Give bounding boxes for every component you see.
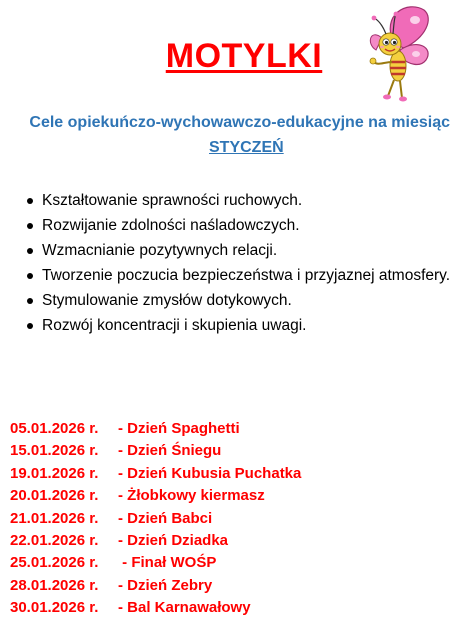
- goals-heading-text: Cele opiekuńczo-wychowawczo-edukacyjne na miesiąc: [29, 114, 450, 131]
- event-date: 05.01.2026 r.: [10, 420, 99, 437]
- event-row: [10, 597, 301, 619]
- event-row: [10, 575, 301, 597]
- goal-item: Rozwój koncentracji i skupienia uwagi.: [22, 313, 452, 338]
- event-name: - Dzień Dziadka: [118, 531, 229, 549]
- event-name: - Dzień Śniegu: [118, 442, 222, 460]
- event-name: - Żłobkowy kiermasz: [118, 487, 265, 505]
- event-name: - Dzień Zebry: [118, 576, 213, 594]
- events-list: [10, 418, 301, 620]
- event-name: - Dzień Babci: [118, 509, 213, 527]
- event-row: [10, 530, 301, 552]
- goal-item: Rozwijanie zdolności naśladowczych.: [22, 213, 452, 238]
- event-name: - Bal Karnawałowy: [118, 599, 251, 617]
- event-row: [10, 485, 301, 507]
- butterfly-icon: [360, 4, 432, 102]
- event-date: 15.01.2026 r.: [10, 442, 99, 460]
- event-row: [10, 418, 301, 440]
- month-label: STYCZEŃ: [209, 139, 284, 156]
- event-date: 30.01.2026 r.: [10, 599, 99, 617]
- goal-item: Kształtowanie sprawności ruchowych.: [22, 188, 452, 213]
- event-date: 25.01.2026 r.: [10, 554, 99, 572]
- event-row: [10, 440, 301, 462]
- goals-heading: [20, 113, 450, 133]
- event-name: - Dzień Kubusia Puchatka: [118, 464, 302, 482]
- event-row: [10, 508, 301, 530]
- event-name: - Dzień Spaghetti: [118, 420, 240, 437]
- event-date: 22.01.2026 r.: [10, 531, 99, 549]
- event-date: 21.01.2026 r.: [10, 509, 99, 527]
- event-row: [10, 552, 301, 574]
- page-title: MOTYLKI: [165, 37, 323, 75]
- event-row: [10, 463, 301, 485]
- goal-item: Wzmacnianie pozytywnych relacji.: [22, 238, 452, 263]
- event-date: 20.01.2026 r.: [10, 487, 99, 505]
- event-date: 19.01.2026 r.: [10, 464, 99, 482]
- event-date: 28.01.2026 r.: [10, 576, 99, 594]
- goal-item: Tworzenie poczucia bezpieczeństwa i przyjaznej atmosfery.: [22, 263, 452, 288]
- goal-item: Stymulowanie zmysłów dotykowych.: [22, 288, 452, 313]
- event-name: - Finał WOŚP: [118, 554, 217, 572]
- goals-list: [22, 188, 452, 338]
